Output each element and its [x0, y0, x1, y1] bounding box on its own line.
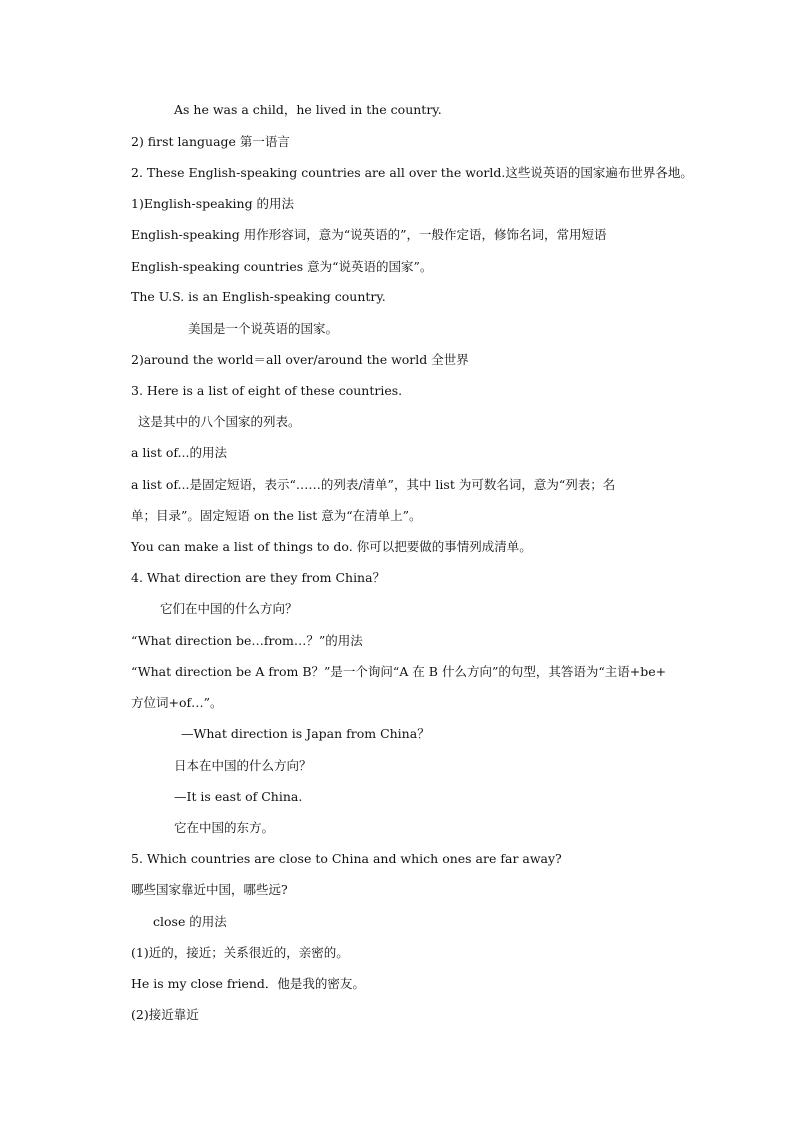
text-line: —What direction is Japan from China？ — [181, 726, 430, 741]
text-line: 它们在中国的什么方向？ — [160, 601, 298, 616]
text-line: 2)around the world＝all over/around the world 全世界 — [131, 352, 469, 367]
text-line: English-speaking countries 意为“说英语的国家”。 — [131, 259, 433, 274]
text-line: 2) first language 第一语言 — [131, 134, 290, 149]
text-line: —It is east of China. — [174, 789, 303, 804]
text-line: 美国是一个说英语的国家。 — [188, 321, 339, 336]
text-line: 5. Which countries are close to China and which ones are far away? — [131, 851, 562, 866]
text-line: 这是其中的八个国家的列表。 — [138, 414, 301, 429]
text-line: 单；目录”。固定短语 on the list 意为“在清单上”。 — [131, 508, 422, 523]
text-line: English-speaking 用作形容词，意为“说英语的”，一般作定语，修饰名词，常用短语 — [131, 227, 607, 242]
text-line: (1)近的，接近；关系很近的，亲密的。 — [131, 945, 349, 960]
text-line: close 的用法 — [153, 914, 227, 929]
text-line: “What direction be A from B？”是一个询问“A 在 B 什么方向”的句型，其答语为“主语+be+ — [131, 664, 667, 679]
text-line: He is my close friend．他是我的密友。 — [131, 976, 365, 991]
text-line: You can make a list of things to do. 你可以把要做的事情列成清单。 — [131, 539, 532, 554]
text-line: (2)接近靠近 — [131, 1007, 199, 1022]
text-line: 2. These English-speaking countries are all over the world.这些说英语的国家遍布世界各地。 — [131, 165, 693, 180]
text-line: a list of...是固定短语，表示“……的列表/清单”，其中 list 为可数名词，意为“列表；名 — [131, 477, 616, 492]
text-line: “What direction be…from…？”的用法 — [131, 633, 363, 648]
text-line: 哪些国家靠近中国，哪些远? — [131, 882, 288, 897]
text-line: As he was a child，he lived in the country. — [174, 102, 442, 117]
text-line: 3. Here is a list of eight of these countries. — [131, 383, 403, 398]
text-line: 4. What direction are they from China？ — [131, 570, 386, 585]
text-line: 1)English-speaking 的用法 — [131, 196, 295, 211]
text-line: 方位词+of…”。 — [131, 695, 223, 710]
text-line: a list of...的用法 — [131, 445, 227, 460]
text-line: The U.S. is an English-speaking country. — [131, 289, 386, 304]
text-line: 它在中国的东方。 — [174, 820, 275, 835]
text-line: 日本在中国的什么方向？ — [174, 758, 312, 773]
